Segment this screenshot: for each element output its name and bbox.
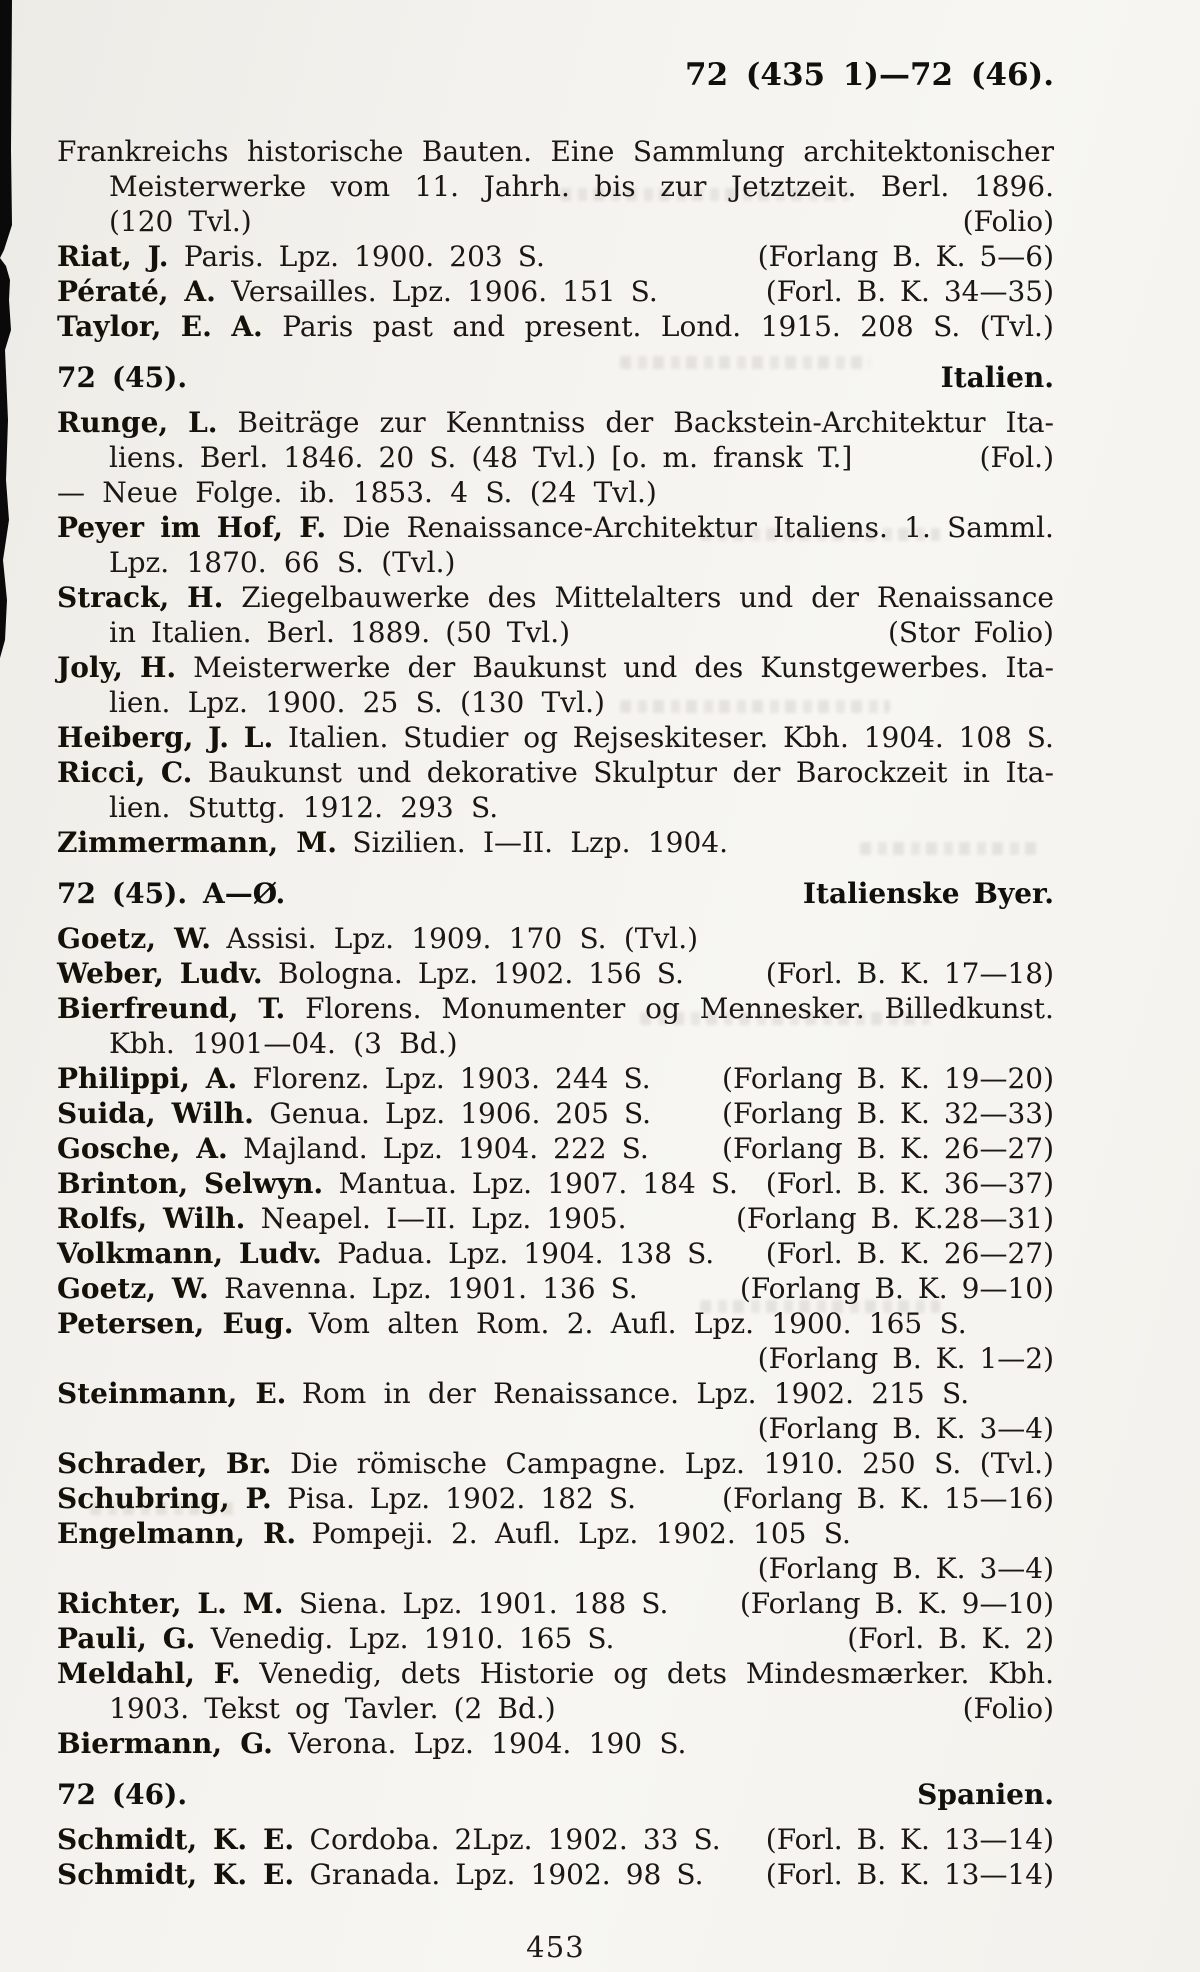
entry-line: Engelmann, R. Pompeji. 2. Aufl. Lpz. 1902. 105 S. [57, 1517, 851, 1550]
entry-line: Volkmann, Ludv. Padua. Lpz. 1904. 138 S. (Forl. B. K. 26—27) [57, 1237, 1054, 1270]
entry-line: (Forlang B. K. 3—4) [757, 1552, 1054, 1585]
text-column [57, 58, 1054, 1964]
entry-line: Meldahl, F. Venedig, dets Historie og dets Mindesmærker. Kbh. [57, 1657, 1054, 1690]
entry-line: in Italien. Berl. 1889. (50 Tvl.) (Stor Folio) [109, 616, 1054, 649]
entry-line: liens. Berl. 1846. 20 S. (48 Tvl.) [o. m. fransk T.] (Fol.) [109, 441, 1054, 474]
entry-line: Riat, J. Paris. Lpz. 1900. 203 S. (Forlang B. K. 5—6) [57, 240, 1054, 273]
entry-line: Steinmann, E. Rom in der Renaissance. Lpz. 1902. 215 S. [57, 1377, 970, 1410]
entry-line: Strack, H. Ziegelbauwerke des Mittelalters und der Renaissance [57, 581, 1054, 614]
entry-line: Suida, Wilh. Genua. Lpz. 1906. 205 S. (Forlang B. K. 32—33) [57, 1097, 1054, 1130]
entry-line: Rolfs, Wilh. Neapel. I—II. Lpz. 1905. (Forlang B. K.28—31) [57, 1202, 1054, 1235]
entry-line: Pératé, A. Versailles. Lpz. 1906. 151 S. (Forl. B. K. 34—35) [57, 275, 1054, 308]
scan-edge-artifact [0, 0, 14, 660]
entry-line: Lpz. 1870. 66 S. (Tvl.) [109, 546, 456, 579]
entry-line: Zimmermann, M. Sizilien. I—II. Lzp. 1904. [57, 826, 728, 859]
entry-line: Ricci, C. Baukunst und dekorative Skulptur der Barockzeit in Ita- [57, 756, 1054, 789]
entry-line: Frankreichs historische Bauten. Eine Sammlung architektonischer [57, 135, 1054, 168]
entry-line: (Forlang B. K. 3—4) [757, 1412, 1054, 1445]
entry-line: Biermann, G. Verona. Lpz. 1904. 190 S. [57, 1727, 687, 1760]
entry-line: Runge, L. Beiträge zur Kenntniss der Backstein-Architektur Ita- [57, 406, 1054, 439]
entry-line: (120 Tvl.) (Folio) [109, 205, 1054, 238]
entry-line: Goetz, W. Ravenna. Lpz. 1901. 136 S. (Forlang B. K. 9—10) [57, 1272, 1054, 1305]
entry-line: Petersen, Eug. Vom alten Rom. 2. Aufl. Lpz. 1900. 165 S. [57, 1307, 967, 1340]
entry-line: Peyer im Hof, F. Die Renaissance-Architektur Italiens. 1. Samml. [57, 511, 1054, 544]
entry-line: Philippi, A. Florenz. Lpz. 1903. 244 S. (Forlang B. K. 19—20) [57, 1062, 1054, 1095]
section-heading: 72 (45). A—Ø. Italienske Byer. [57, 877, 1054, 910]
entry-line: — Neue Folge. ib. 1853. 4 S. (24 Tvl.) [57, 476, 657, 509]
entry-line: lien. Lpz. 1900. 25 S. (130 Tvl.) [109, 686, 605, 719]
entry-line: Brinton, Selwyn. Mantua. Lpz. 1907. 184 S. (Forl. B. K. 36—37) [57, 1167, 1054, 1200]
entry-line: Joly, H. Meisterwerke der Baukunst und des Kunstgewerbes. Ita- [57, 651, 1054, 684]
page-number: 453 [526, 1930, 585, 1964]
entry-line: 1903. Tekst og Tavler. (2 Bd.) (Folio) [109, 1692, 1054, 1725]
text-block [57, 134, 1054, 1892]
section-heading: 72 (46). Spanien. [57, 1778, 1054, 1811]
entry-line: Richter, L. M. Siena. Lpz. 1901. 188 S. (Forlang B. K. 9—10) [57, 1587, 1054, 1620]
running-head-classmark: 72 (435 1)—72 (46). [685, 57, 1054, 93]
entry-line: Pauli, G. Venedig. Lpz. 1910. 165 S. (Forl. B. K. 2) [57, 1622, 1054, 1655]
entry-line: Schrader, Br. Die römische Campagne. Lpz. 1910. 250 S. (Tvl.) [57, 1447, 1054, 1480]
entry-line: Schubring, P. Pisa. Lpz. 1902. 182 S. (Forlang B. K. 15—16) [57, 1482, 1054, 1515]
entry-line: Bierfreund, T. Florens. Monumenter og Mennesker. Billedkunst. [57, 992, 1054, 1025]
entry-line: Meisterwerke vom 11. Jahrh. bis zur Jetztzeit. Berl. 1896. [109, 170, 1054, 203]
entry-line: Schmidt, K. E. Granada. Lpz. 1902. 98 S. (Forl. B. K. 13—14) [57, 1858, 1054, 1891]
entry-line: Kbh. 1901—04. (3 Bd.) [109, 1027, 458, 1060]
entry-line: Schmidt, K. E. Cordoba. 2Lpz. 1902. 33 S. (Forl. B. K. 13—14) [57, 1823, 1054, 1856]
section-heading: 72 (45). Italien. [57, 361, 1054, 394]
entry-line: Weber, Ludv. Bologna. Lpz. 1902. 156 S. (Forl. B. K. 17—18) [57, 957, 1054, 990]
entry-line: Goetz, W. Assisi. Lpz. 1909. 170 S. (Tvl.) [57, 922, 699, 955]
entry-line: Taylor, E. A. Paris past and present. Lond. 1915. 208 S. (Tvl.) [57, 310, 1054, 343]
entry-line: lien. Stuttg. 1912. 293 S. [109, 791, 499, 824]
entry-line: (Forlang B. K. 1—2) [757, 1342, 1054, 1375]
entry-line: Gosche, A. Majland. Lpz. 1904. 222 S. (Forlang B. K. 26—27) [57, 1132, 1054, 1165]
entry-line: Heiberg, J. L. Italien. Studier og Rejseskiteser. Kbh. 1904. 108 S. [57, 721, 1054, 754]
